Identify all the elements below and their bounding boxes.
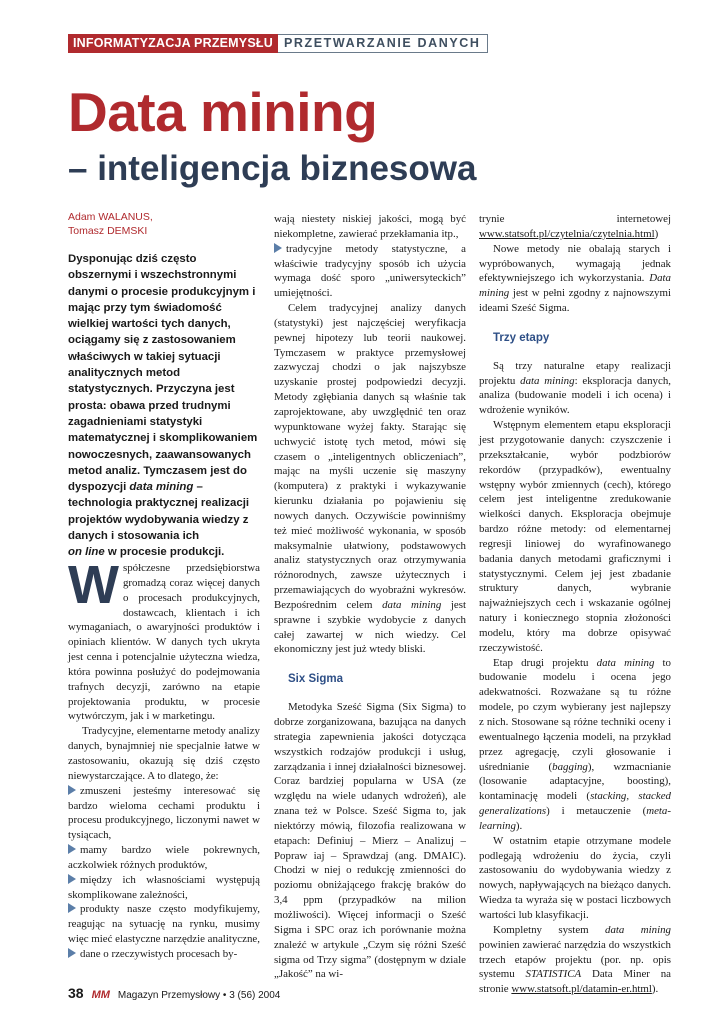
bullet-item: [68, 947, 260, 962]
bullet-item: [68, 784, 260, 843]
text: Celem tradycyjnej analizy danych (statystyki) jest najczęściej weryfikacja pewnej hipotezy lub teorii naukowej. Tymczasem w praktyce przemysłowej zazwyczaj chodzi o jak najszybsze uzyskanie prostej podpowiedzi decyzji. Metody zgłębiania danych są właśnie tak zaprojektowane, aby uwzględnić ten oraz wypunktowane wyżej fakty. Starając się uchwycić istotę tych metod, mówi się czasem o „inteligentnych obliczeniach”, mając na myśli uczenie się maszyny (komputera) z praktyki i wykazywanie kierunku działania po pojawieniu się nowych danych. Oczywiście powinniśmy też mieć możliwość wykonania, w sposób maksymalnie ułatwiony, podstawowych analiz statystycznych oraz otrzymywania różnorodnych, zawsze użytecznych i przemawiających do wyobraźni wykresów. Bezpośrednim celem: [274, 302, 466, 611]
emphasis: STATISTICA: [525, 968, 582, 981]
text: Nowe metody nie obalają starych i wypróbowanych, wymagają jednak efektywniejszego ich wykorzystania.: [479, 242, 671, 285]
text: powinien zawierać narzędzia do wszystkich trzech etapów projektu (por. np. opis systemu: [479, 938, 671, 981]
text: ).: [515, 819, 523, 832]
paragraph: [479, 359, 671, 418]
bullet-item: [68, 873, 260, 903]
lead-text-2: – technologia praktycznej realizacji projektów wydobywania wiedzy z danych i stosowania ich: [68, 481, 250, 543]
triangle-bullet-icon: [274, 243, 282, 253]
bullet-text: tradycyjne metody statystyczne, a właściwie tradycyjny sposób ich użycia wymaga dość sporo „uniwersyteckich” umiejętności.: [274, 242, 466, 300]
magazine-issue: Magazyn Przemysłowy • 3 (56) 2004: [117, 990, 281, 1001]
section-header: [68, 34, 488, 53]
bullet-item: [274, 242, 466, 301]
section-heading-six-sigma: Six Sigma: [288, 673, 343, 686]
bullet-text: zmuszeni jesteśmy interesować się bardzo wieloma cechami produktu i procesu produkcyjnego, liczonymi nawet w tysiącach,: [68, 784, 260, 842]
drop-cap: W: [68, 555, 119, 615]
text: ), wzmacnianie (losowanie adaptacyjne, boosting), kontaminację modeli (: [479, 760, 671, 803]
emphasis: meta-learning: [479, 805, 671, 832]
category-label: INFORMATYZACJA PRZEMYSŁU: [68, 34, 278, 53]
paragraph: [479, 242, 671, 316]
text: trynie internetowej: [479, 213, 671, 225]
page-footer: [68, 985, 280, 1001]
triangle-bullet-icon: [68, 874, 76, 884]
text: to budowanie modelu i ocena jego adekwatności. Rozważane są tu różne modele, po czym wybierany jest najlepszy z nich. Stosowane są różne techniki oceny i ewentualnego łączenia modeli, na przykład przez agregację, czyli głosowanie i uśrednianie (: [479, 656, 671, 773]
column-3: [479, 212, 671, 997]
lead-em-2: on line: [68, 546, 105, 559]
column-2: [274, 212, 466, 982]
intro-text: spółczesne przedsiębiorstwa gromadzą coraz więcej danych o procesach produkcyjnych, dostawcach, klientach i ich wymaganiach, o awaryjności produktów i opiniach klientów. W danych tych ukryta jest cenna i potencjalnie użyteczna wiedza, która powinna posłużyć do podejmowania trafnych decyzji, zarówno na etapie projektowania produktu, w procesie wytwórczym, jak i w marketingu.: [68, 562, 260, 723]
paragraph: Tradycyjne, elementarne metody analizy danych, bynajmniej nie specjalnie łatwe w zastosowaniu, okazują się dziś często niewystarczające. A to dlatego, że:: [68, 725, 260, 782]
author-2: Tomasz DEMSKI: [68, 225, 148, 237]
paragraph: [479, 923, 671, 997]
paragraph: [479, 656, 671, 834]
lead-text-1: Dysponując dziś często obszernymi i wszechstronnymi danymi o procesie produkcyjnym i mając przy tym świadomość wielkiej wartości tych danych, ociągamy się z zastosowaniem właściwych w takiej sytuacji analitycznych metod statystycznych. Przyczyna jest prosta: obawa przed trudnymi zagadnieniami statystyki matematycznej i skomplikowaniem nowoczesnych, zaawansowanych metod analiz. Tymczasem jest do dyspozycji: [68, 253, 258, 494]
emphasis: data mining: [596, 656, 655, 669]
bullet-text: mamy bardzo wiele pokrewnych, aczkolwiek różnych produktów,: [68, 844, 260, 871]
text: ).: [651, 983, 659, 996]
text: ) i metauczenie (: [546, 805, 647, 818]
url-link[interactable]: www.statsoft.pl/datamin-er.html: [511, 983, 652, 996]
author-1: Adam WALANUS,: [68, 211, 153, 223]
paragraph: Wstępnym elementem etapu eksploracji jest przygotowanie danych: czyszczenie i przekształcanie, wybór podzbiorów rekordów (przypadków), ewentualny wstępny wybór zmiennych (cech), którego celem jest inteligentne zredukowanie wielkości danych. Eksploracja obejmuje bardzo różne metody: od elementarnej regresji liniowej do wyrafinowanego badania danych metodami graficznymi i statystycznymi. Celem jej jest zbadanie struktury danych, wybranie najważniejszych cech i wskazanie ogólnej natury i koniecznego stopnia złożoności modelu, który ma dobrze opisywać rzeczywistość.: [479, 419, 671, 654]
section-heading-trzy-etapy: Trzy etapy: [493, 331, 550, 344]
section-label: PRZETWARZANIE DANYCH: [278, 34, 488, 53]
emphasis: bagging: [552, 760, 588, 773]
triangle-bullet-icon: [68, 903, 76, 913]
emphasis: stacking, stacked generalizations: [479, 790, 671, 818]
triangle-bullet-icon: [68, 948, 76, 958]
text: Data Miner na stronie: [479, 968, 672, 996]
authors: [68, 210, 153, 238]
magazine-logo: MM: [91, 989, 110, 1001]
article-title: Data mining: [68, 81, 378, 143]
lead-paragraph: [68, 251, 260, 561]
bullet-item: [68, 843, 260, 873]
text: jest sprawne i szybkie wydobycie z danych całej zawartej w nich wiedzy. Cel ekonomiczny jest już wtedy bliski.: [274, 598, 466, 656]
lead-text-3: w procesie produkcji.: [104, 546, 225, 559]
bullet-text: dane o rzeczywistych procesach by-: [80, 947, 238, 960]
emphasis: Data mining: [479, 272, 671, 300]
triangle-bullet-icon: [68, 844, 76, 854]
text: Są trzy naturalne etapy realizacji projektu: [479, 359, 671, 387]
page-number: 38: [68, 985, 84, 1001]
paragraph: [479, 212, 671, 242]
bullet-text: produkty nasze często modyfikujemy, reagując na sytuację na rynku, musimy więc mieć elastyczne narzędzie analityczne,: [68, 903, 260, 946]
bullet-text: między ich własnościami występują skomplikowane zależności,: [68, 873, 260, 901]
text: Kompletny system: [493, 923, 606, 936]
emphasis: data mining: [520, 374, 575, 387]
triangle-bullet-icon: [68, 785, 76, 795]
url-link[interactable]: www.statsoft.pl/czytelnia/czytelnia.html: [479, 227, 655, 240]
emphasis: data mining: [605, 923, 672, 936]
paragraph: W ostatnim etapie otrzymane modele podlegają wdrożeniu do życia, czyli zastosowaniu do wydobywania wiedzy z nowych, napływających na bieżąco danych. Wiedza ta wyraża się w postaci liczbowych wartości lub klasyfikacji.: [479, 834, 671, 921]
intro-paragraph: [68, 555, 260, 724]
text: Etap drugi projektu: [493, 656, 597, 669]
article-subtitle: – inteligencja biznesowa: [68, 149, 477, 188]
text: : eksploracja danych, analiza (budowanie modeli i ich ocena) i wdrożenie wyników.: [479, 374, 671, 417]
column-1: [68, 555, 260, 962]
emphasis: data mining: [382, 598, 442, 611]
paragraph: wają niestety niskiej jakości, mogą być niekompletne, zawierać przekłamania itp.,: [274, 213, 466, 240]
lead-em-1: data mining: [129, 481, 194, 494]
text: jest w pełni zgodny z najnowszymi ideami Sześć Sigma.: [479, 287, 671, 315]
bullet-item: [68, 902, 260, 947]
paragraph: [274, 301, 466, 657]
text: ): [654, 227, 659, 240]
paragraph: Metodyka Sześć Sigma (Six Sigma) to dobrze zorganizowana, bazująca na danych strategia zapewnienia jakości dotycząca wszystkich rodzajów produkcji i usług, zarządzania i innej działalności biznesowej. Coraz bardziej popularna w USA (ze względu na wiele udanych wdrożeń), ale znana też w Polsce. Sześć Sigma to, jak niektórzy mówią, filozofia realizowana w etapach: Definiuj – Mierz – Analizuj – Popraw iaj – Sprawdzaj (ang. DMAIC). Chodzi w niej o redukcję zmienności do poziomu obniżającego frakcję braków do 3,4 ppm (przypadków na milion możliwości). Więcej informacji o Sześć Sigma i SPC oraz ich porównanie można znaleźć w artykule „Czym się różni Sześć sigma od Trzy sigma” (dostępnym w dziale „Jakość” na wi-: [274, 701, 466, 981]
